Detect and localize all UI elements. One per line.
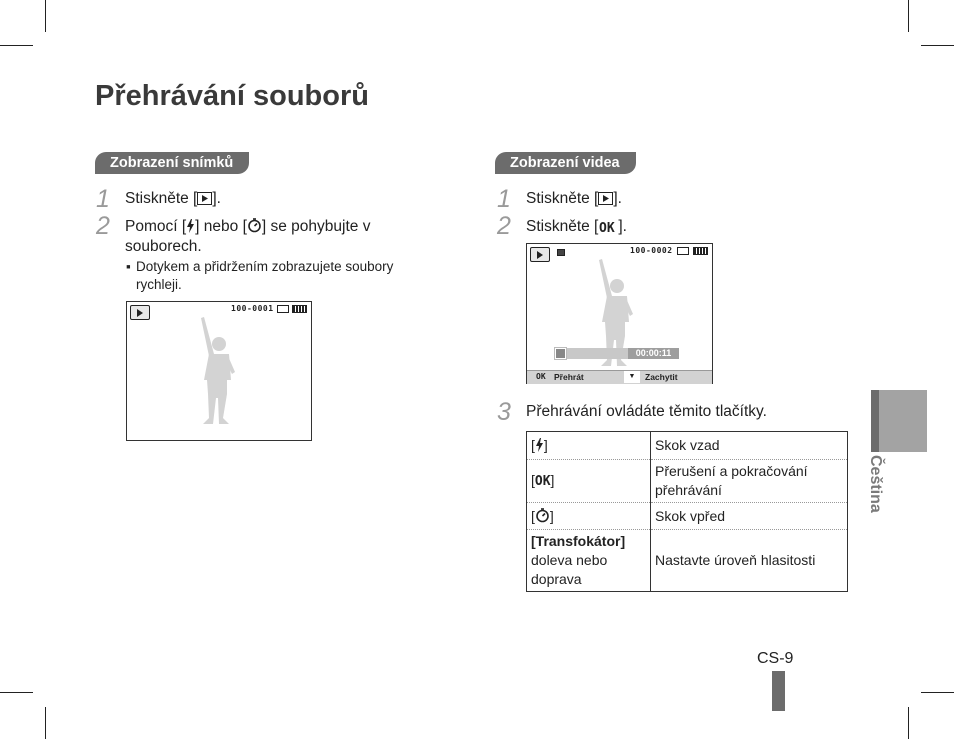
stop-icon (555, 348, 566, 359)
control-key: [Transfokátor] doleva nebo doprava (527, 530, 651, 592)
crop-mark (45, 707, 46, 739)
table-row (527, 460, 848, 503)
control-action: Nastavte úroveň hlasitosti (651, 530, 848, 592)
down-arrow-icon: ▼ (624, 371, 640, 383)
memory-icon (277, 305, 289, 313)
battery-icon (693, 247, 708, 255)
controls-table (526, 431, 848, 592)
file-counter: 100-0001 (231, 304, 274, 313)
crop-mark (0, 45, 33, 46)
step-number: 2 (96, 212, 110, 240)
svg-text:OK: OK (599, 221, 616, 233)
control-key: [ ] (527, 432, 651, 460)
section-tab-video: Zobrazení videa (495, 152, 636, 174)
language-tab-block (871, 390, 927, 452)
bullet-marker: ▪ (126, 259, 131, 274)
person-silhouette (187, 316, 247, 428)
language-tab-label: Čeština (867, 455, 884, 513)
ok-key-label: OK (536, 372, 546, 381)
table-row (527, 503, 848, 530)
control-action: Skok vpřed (651, 503, 848, 530)
file-counter: 100-0002 (630, 246, 673, 255)
crop-mark (921, 45, 954, 46)
memory-icon (677, 247, 689, 255)
step-text: Pomocí [ ] nebo [ ] se pohybujte v souborech. (125, 218, 371, 255)
timer-icon (535, 508, 550, 523)
crop-mark (0, 692, 33, 693)
language-tab-bar (871, 390, 879, 452)
step-number: 1 (497, 185, 511, 213)
bullet-note: ▪ Dotykem a přidržením zobrazujete soubory rychleji. (126, 259, 394, 292)
capture-label: Zachytit (645, 372, 678, 382)
page-title: Přehrávání souborů (95, 80, 369, 112)
timer-icon (247, 218, 262, 233)
crop-mark (45, 0, 46, 32)
crop-mark (908, 0, 909, 32)
flash-icon (186, 219, 195, 233)
step-text: Přehrávání ovládáte těmito tlačítky. (526, 403, 767, 420)
control-key: [OK] (527, 460, 651, 503)
play-mode-icon (130, 305, 150, 320)
table-row (527, 530, 848, 592)
battery-icon (292, 305, 307, 313)
video-icon (557, 249, 565, 256)
step-text: Stiskněte [ OK ]. (526, 218, 627, 235)
play-label: Přehrát (554, 372, 584, 382)
video-screen-preview (526, 243, 713, 384)
play-icon (598, 192, 613, 205)
photo-screen-preview (126, 301, 312, 441)
play-mode-icon (530, 247, 550, 262)
crop-mark (921, 692, 954, 693)
step-number: 1 (96, 185, 110, 213)
step-text: Stiskněte [ ]. (526, 190, 622, 207)
control-action: Přerušení a pokračování přehrávání (651, 460, 848, 503)
section-tab-photos: Zobrazení snímků (95, 152, 249, 174)
control-action: Skok vzad (655, 437, 720, 453)
step-text: Stiskněte [ ]. (125, 190, 221, 207)
video-time: 00:00:11 (628, 348, 679, 359)
page-number-bar (772, 671, 785, 711)
video-control-bar (527, 370, 712, 384)
table-row (527, 432, 848, 460)
play-icon (197, 192, 212, 205)
step-number: 2 (497, 212, 511, 240)
crop-mark (908, 707, 909, 739)
control-key: [ ] (527, 503, 651, 530)
page-number: CS-9 (757, 650, 794, 667)
ok-icon (598, 220, 618, 233)
flash-icon (535, 438, 544, 452)
step-number: 3 (497, 398, 511, 426)
